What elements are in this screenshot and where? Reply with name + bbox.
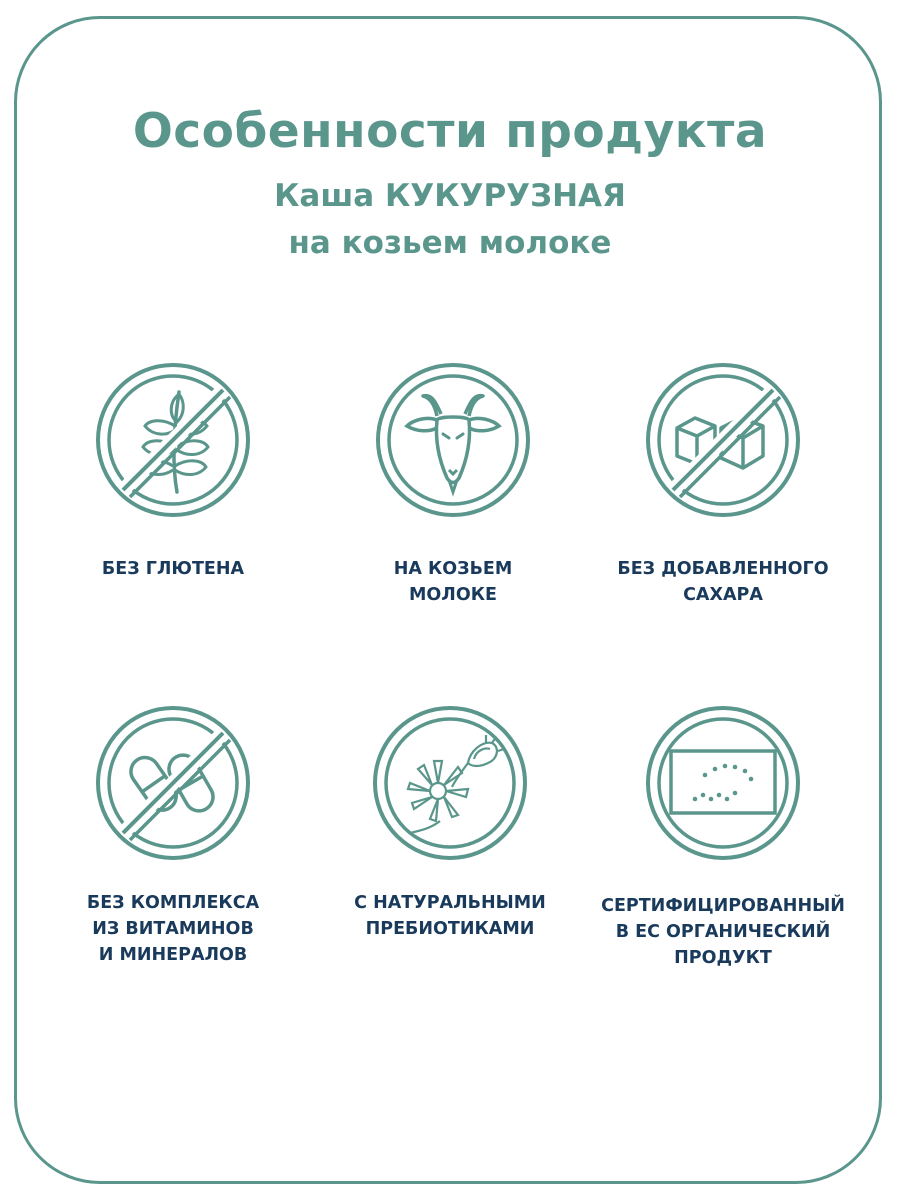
no-gluten-icon <box>93 360 253 520</box>
feature-caption-organic <box>573 893 873 971</box>
caption-line: НА КОЗЬЕМ <box>393 559 513 579</box>
no-sugar-icon <box>643 360 803 520</box>
goat-icon <box>373 360 533 520</box>
caption-line: В ЕС ОРГАНИЧЕСКИЙ <box>615 922 831 942</box>
feature-caption-vitamins <box>23 890 323 968</box>
caption-line: САХАРА <box>683 585 763 605</box>
caption-line: БЕЗ ГЛЮТЕНА <box>101 559 245 579</box>
eu-organic-icon <box>643 703 803 863</box>
flower-icon <box>370 703 530 863</box>
caption-line: БЕЗ КОМПЛЕКСА <box>86 893 260 913</box>
caption-line: МОЛОКЕ <box>409 585 497 605</box>
product-description: на козьем молоке <box>288 225 612 261</box>
caption-line: ИЗ ВИТАМИНОВ <box>92 919 254 939</box>
feature-caption-sugar <box>573 556 873 608</box>
caption-line: СЕРТИФИЦИРОВАННЫЙ <box>601 896 845 916</box>
no-vitamins-icon <box>93 703 253 863</box>
caption-line: С НАТУРАЛЬНЫМИ <box>354 893 546 913</box>
feature-caption-goat-milk <box>303 556 603 608</box>
caption-line: ПРОДУКТ <box>674 948 772 968</box>
caption-line: БЕЗ ДОБАВЛЕННОГО <box>617 559 829 579</box>
feature-caption-gluten <box>23 556 323 582</box>
page-title: Особенности продукта <box>132 104 768 159</box>
product-name: Каша КУКУРУЗНАЯ <box>274 178 626 214</box>
caption-line: И МИНЕРАЛОВ <box>98 945 248 965</box>
feature-caption-prebiotics <box>300 890 600 942</box>
caption-line: ПРЕБИОТИКАМИ <box>365 919 535 939</box>
